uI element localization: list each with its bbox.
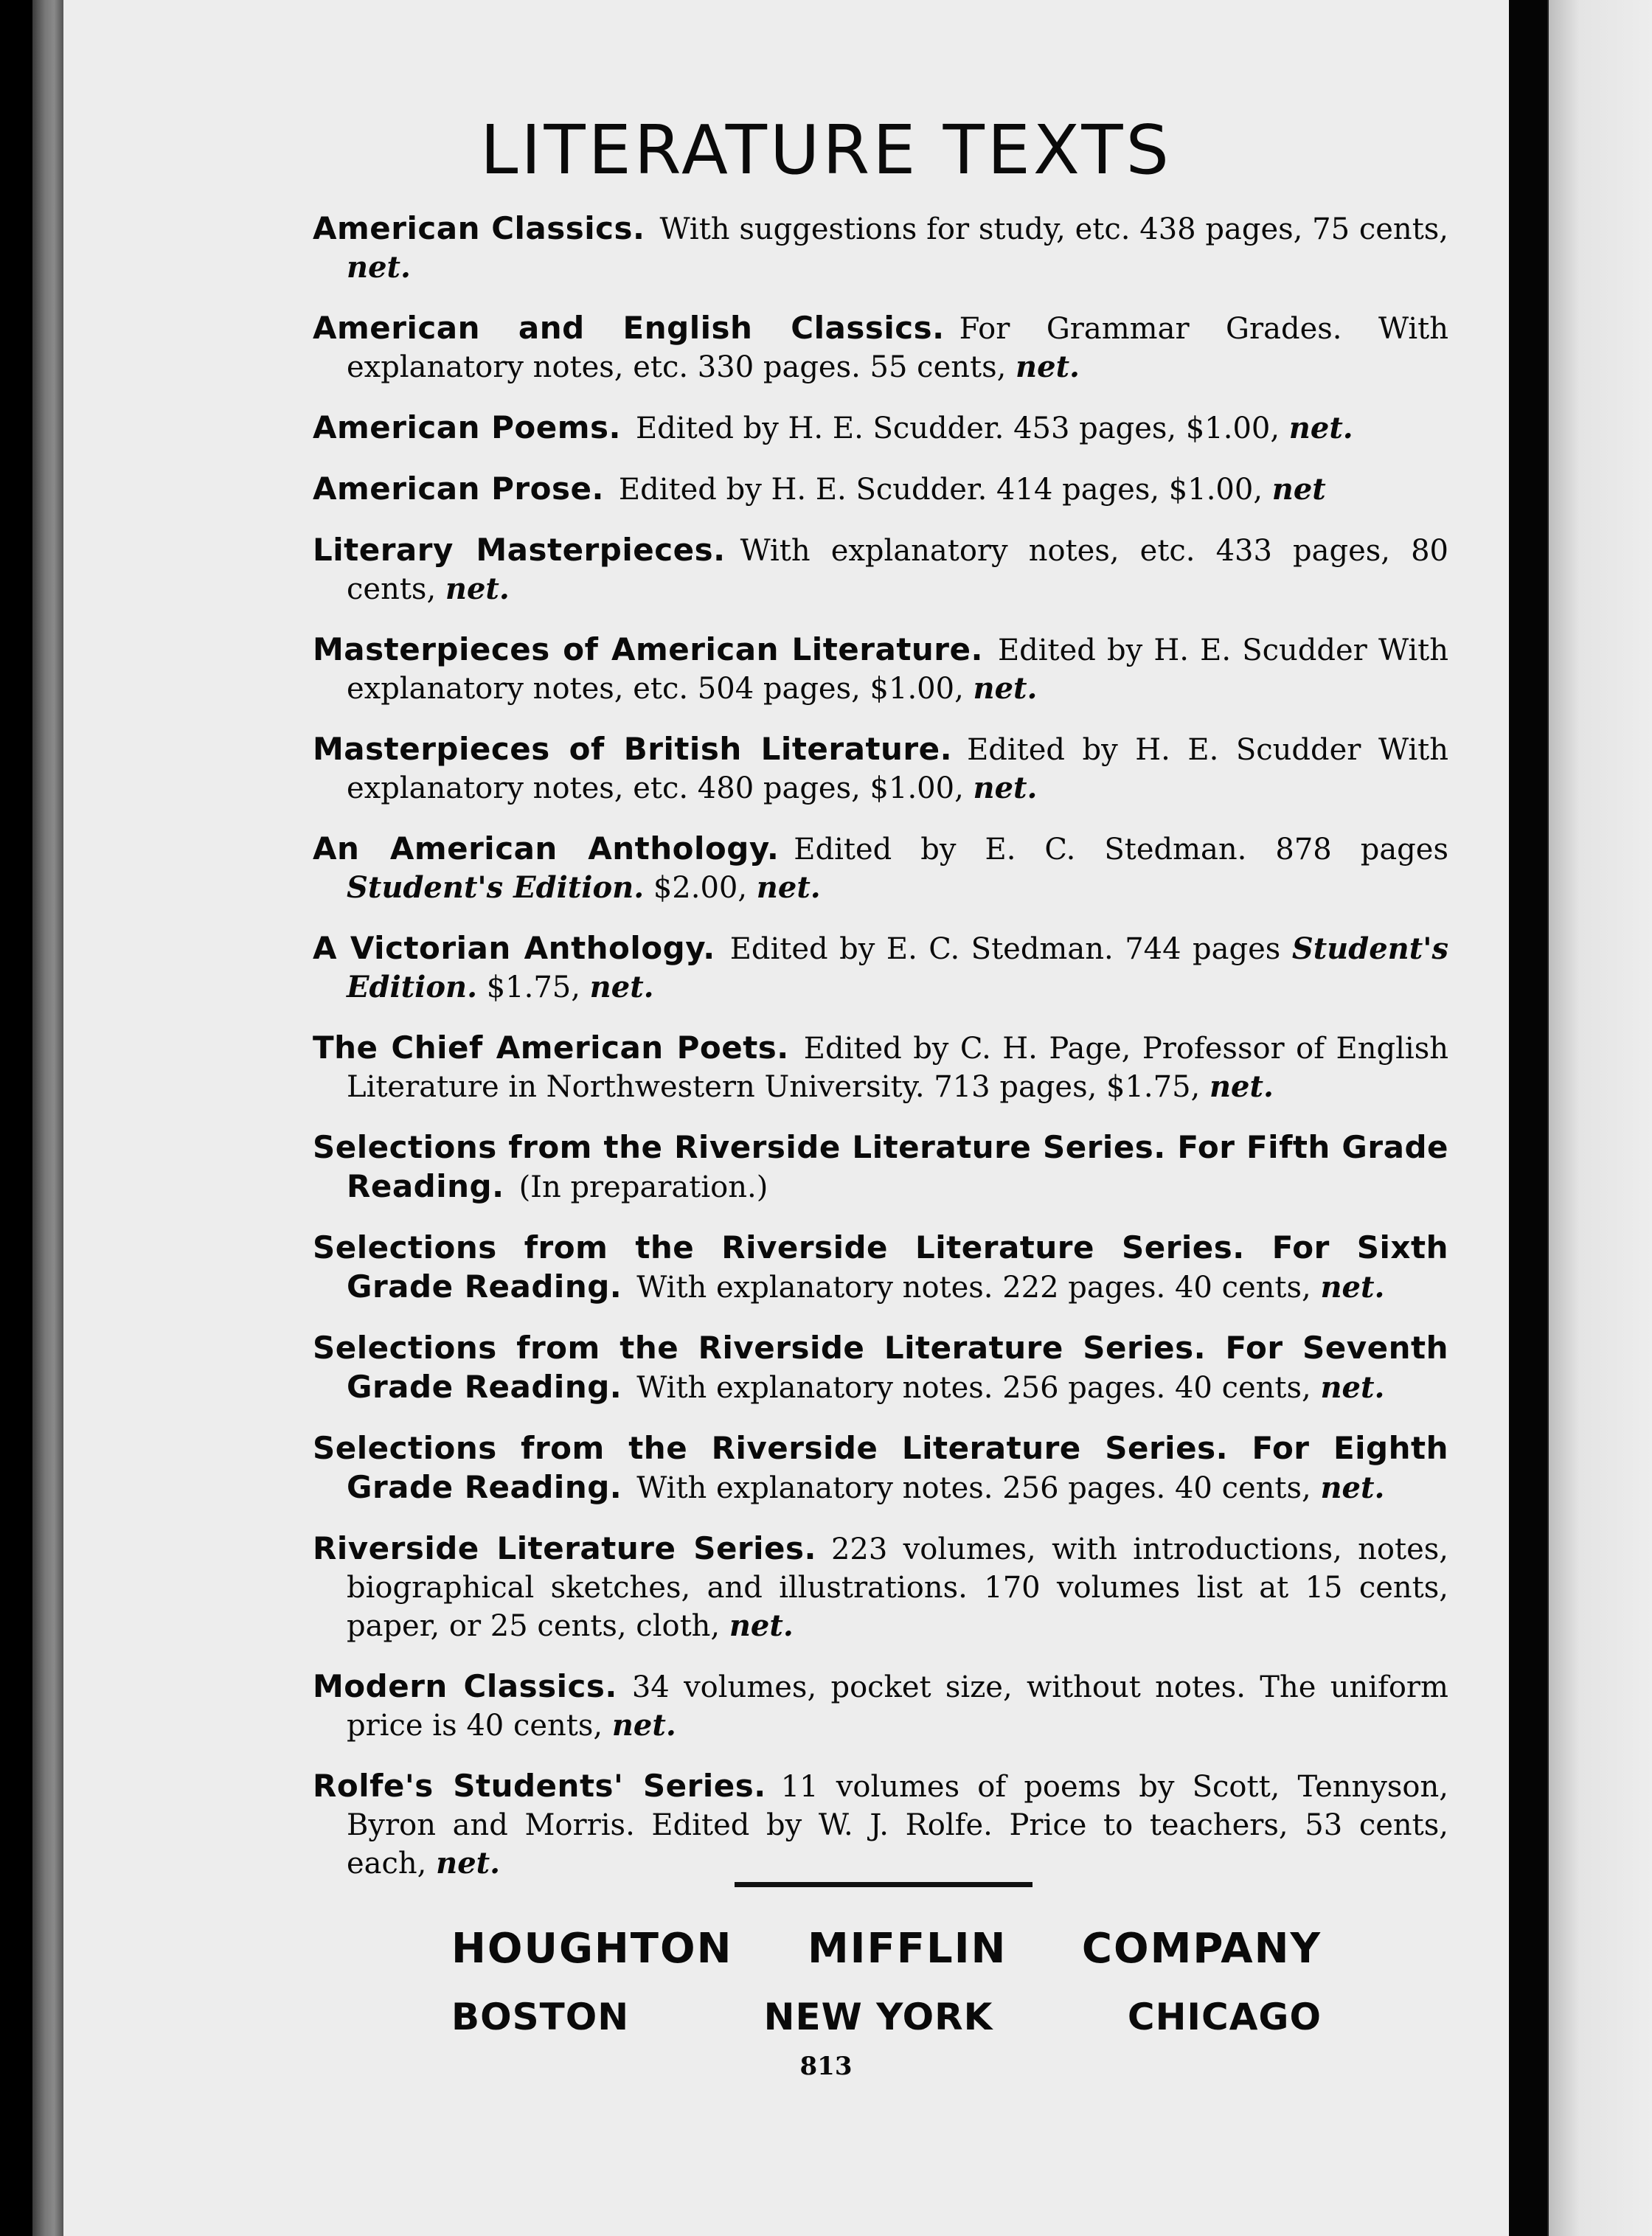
catalog-entry	[313, 1429, 1448, 1507]
entry-title: Selections from the Riverside Literature Series. For Eighth Grade Reading.	[313, 1430, 1448, 1505]
page-number: 813	[799, 2052, 853, 2081]
catalog-entry	[313, 209, 1448, 287]
entry-description: (In preparation.)	[518, 1170, 768, 1204]
entry-description: With suggestions for study, etc. 438 pages, 75 cents, net.	[347, 212, 1449, 285]
publisher-name: HOUGHTON MIFFLIN COMPANY	[451, 1925, 1322, 1973]
entry-description: Edited by E. C. Stedman. 744 pages Student's Edition. $1.75, net.	[347, 931, 1448, 1004]
entry-title: Modern Classics.	[313, 1668, 617, 1704]
entry-description: Edited by H. E. Scudder With explanatory notes, etc. 480 pages, $1.00, net.	[347, 733, 1448, 805]
city-boston: BOSTON	[451, 1996, 630, 2038]
entry-title: Selections from the Riverside Literature Series. For Fifth Grade Reading.	[313, 1129, 1448, 1204]
entry-title: An American Anthology.	[313, 830, 780, 867]
entry-title: Selections from the Riverside Literature Series. For Seventh Grade Reading.	[313, 1330, 1448, 1405]
entry-description: Edited by H. E. Scudder. 453 pages, $1.00, net.	[635, 411, 1353, 445]
entry-description: Edited by E. C. Stedman. 878 pages Student's Edition. $2.00, net.	[347, 833, 1448, 905]
entry-description: Edited by H. E. Scudder. 414 pages, $1.00, net	[618, 472, 1326, 507]
entry-title: A Victorian Anthology.	[313, 930, 715, 966]
catalog-entry	[313, 1329, 1448, 1407]
page-title: LITERATURE TEXTS	[480, 111, 1172, 190]
catalog-entry	[313, 470, 1448, 509]
entry-title: Literary Masterpieces.	[313, 532, 726, 568]
entry-description: 34 volumes, pocket size, without notes. The uniform price is 40 cents, net.	[347, 1670, 1448, 1743]
catalog-entry	[313, 830, 1448, 907]
entry-title: The Chief American Poets.	[313, 1030, 789, 1066]
entry-description: With explanatory notes, etc. 433 pages, 80 cents, net.	[347, 534, 1449, 606]
entry-title: American Prose.	[313, 471, 604, 507]
entry-description: With explanatory notes. 256 pages. 40 cents, net.	[636, 1471, 1385, 1505]
catalog-entry	[313, 1128, 1448, 1206]
catalog-entry	[313, 1530, 1448, 1645]
entry-title: American Poems.	[313, 409, 621, 445]
entry-title: Riverside Literature Series.	[313, 1530, 816, 1566]
catalog-entry	[313, 631, 1448, 708]
entry-title: Masterpieces of American Literature.	[313, 631, 983, 667]
entry-description: With explanatory notes. 256 pages. 40 cents, net.	[636, 1370, 1385, 1405]
next-page-edge	[1549, 0, 1652, 2236]
entry-description: For Grammar Grades. With explanatory notes, etc. 330 pages. 55 cents, net.	[347, 312, 1448, 384]
entry-description: Edited by H. E. Scudder With explanatory notes, etc. 504 pages, $1.00, net.	[347, 633, 1448, 706]
catalog-entry	[313, 929, 1448, 1007]
entry-description: Edited by C. H. Page, Professor of English Literature in Northwestern University. 713 pages, $1.75, net.	[347, 1032, 1448, 1104]
entry-description: With explanatory notes. 222 pages. 40 cents, net.	[636, 1270, 1385, 1305]
catalog-entry	[313, 1667, 1448, 1745]
city-chicago: CHICAGO	[1127, 1996, 1322, 2038]
catalog-entry	[313, 1767, 1448, 1883]
catalog-entry	[313, 531, 1448, 608]
entry-title: Masterpieces of British Literature.	[313, 731, 953, 767]
catalog-entry	[313, 1229, 1448, 1307]
catalog-entry	[313, 1029, 1448, 1106]
page-gutter	[1509, 0, 1549, 2236]
catalog-entry	[313, 409, 1448, 448]
divider-rule	[735, 1882, 1032, 1887]
entry-description: 223 volumes, with introductions, notes, biographical sketches, and illustrations. 170 volumes list at 15 cents, paper, or 25 cents, cloth, net.	[347, 1532, 1448, 1643]
catalog-entry	[313, 309, 1448, 386]
entry-title: Rolfe's Students' Series.	[313, 1768, 766, 1804]
publisher-cities	[451, 1996, 1322, 2038]
scan-border-left	[0, 0, 32, 2236]
entry-title: American Classics.	[313, 210, 645, 246]
entry-title: American and English Classics.	[313, 310, 945, 346]
catalog-entry	[313, 730, 1448, 808]
book-spine-shadow	[32, 0, 63, 2236]
city-new-york: NEW YORK	[763, 1996, 993, 2038]
entry-title: Selections from the Riverside Literature Series. For Sixth Grade Reading.	[313, 1229, 1448, 1305]
entry-description: 11 volumes of poems by Scott, Tennyson, Byron and Morris. Edited by W. J. Rolfe. Price to teachers, 53 cents, each, net.	[347, 1770, 1448, 1881]
catalog-entry-list	[313, 209, 1448, 1905]
